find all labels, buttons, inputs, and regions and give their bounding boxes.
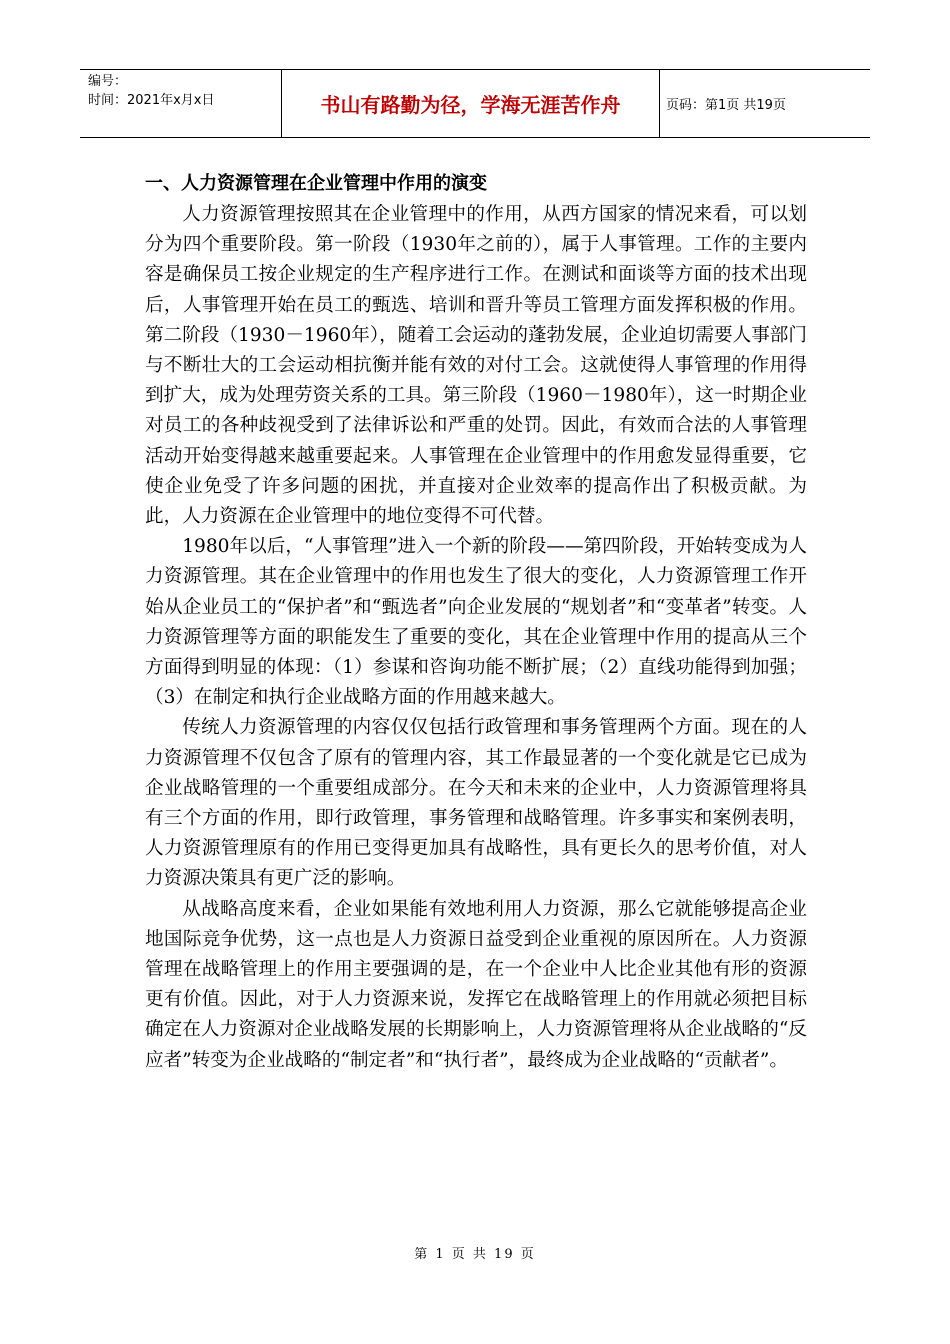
header-motto-cell (281, 70, 660, 137)
header-page-info: 页码：第1页 共19页 (666, 98, 786, 113)
document-body (145, 170, 807, 1076)
page-header (80, 69, 870, 138)
header-motto: 书山有路勤为径，学海无涯苦作舟 (320, 93, 621, 117)
document-number-label: 编号： (88, 74, 128, 89)
section-title: 一、人力资源管理在企业管理中作用的演变 (145, 173, 487, 194)
paragraph-4: 从战略高度来看，企业如果能有效地利用人力资源，那么它就能够提高企业地国际竞争优势，这一点也是人力资源日益受到企业重视的原因所在。人力资源管理在战略管理上的作用主要强调的是，在一个企业中人比企业其他有形的资源更有价值。因此，对于人力资源来说，发挥它在战略管理上的作用就必须把目标确定在人力资源对企业战略发展的长期影响上，人力资源管理将从企业战略的“反应者”转变为企业战略的“制定者”和“执行者”，最终成为企业战略的“贡献者”。 (145, 898, 807, 1071)
paragraph-3: 传统人力资源管理的内容仅仅包括行政管理和事务管理两个方面。现在的人力资源管理不仅包含了原有的管理内容，其工作最显著的一个变化就是它已成为企业战略管理的一个重要组成部分。在今天和未来的企业中，人力资源管理将具有三个方面的作用，即行政管理，事务管理和战略管理。许多事实和案例表明，人力资源管理原有的作用已变得更加具有战略性，具有更长久的思考价值，对人力资源决策具有更广泛的影响。 (145, 717, 807, 890)
paragraph-2: 1980年以后，“人事管理”进入一个新的阶段——第四阶段，开始转变成为人力资源管理。其在企业管理中的作用也发生了很大的变化，人力资源管理工作开始从企业员工的“保护者”和“甄选者”向企业发展的“规划者”和“变革者”转变。人力资源管理等方面的职能发生了重要的变化，其在企业管理中作用的提高从三个方面得到明显的体现：（1）参谋和咨询功能不断扩展；（2）直线功能得到加强；（3）在制定和执行企业战略方面的作用越来越大。 (145, 536, 807, 709)
header-meta (80, 70, 281, 137)
document-time-label: 时间：2021年x月x日 (88, 93, 215, 108)
paragraph-1: 人力资源管理按照其在企业管理中的作用，从西方国家的情况来看，可以划分为四个重要阶段。第一阶段（1930年之前的），属于人事管理。工作的主要内容是确保员工按企业规定的生产程序进行工作。在测试和面谈等方面的技术出现后，人事管理开始在员工的甄选、培训和晋升等员工管理方面发挥积极的作用。第二阶段（1930－1960年），随着工会运动的蓬勃发展，企业迫切需要人事部门与不断壮大的工会运动相抗衡并能有效的对付工会。这就使得人事管理的作用得到扩大，成为处理劳资关系的工具。第三阶段（1960－1980年），这一时期企业对员工的各种歧视受到了法律诉讼和严重的处罚。因此，有效而合法的人事管理活动开始变得越来越重要起来。人事管理在企业管理中的作用愈发显得重要，它使企业免受了许多问题的困扰，并直接对企业效率的提高作出了积极贡献。为此，人力资源在企业管理中的地位变得不可代替。 (145, 204, 807, 528)
page-footer: 第 1 页 共 19 页 (414, 1247, 536, 1262)
